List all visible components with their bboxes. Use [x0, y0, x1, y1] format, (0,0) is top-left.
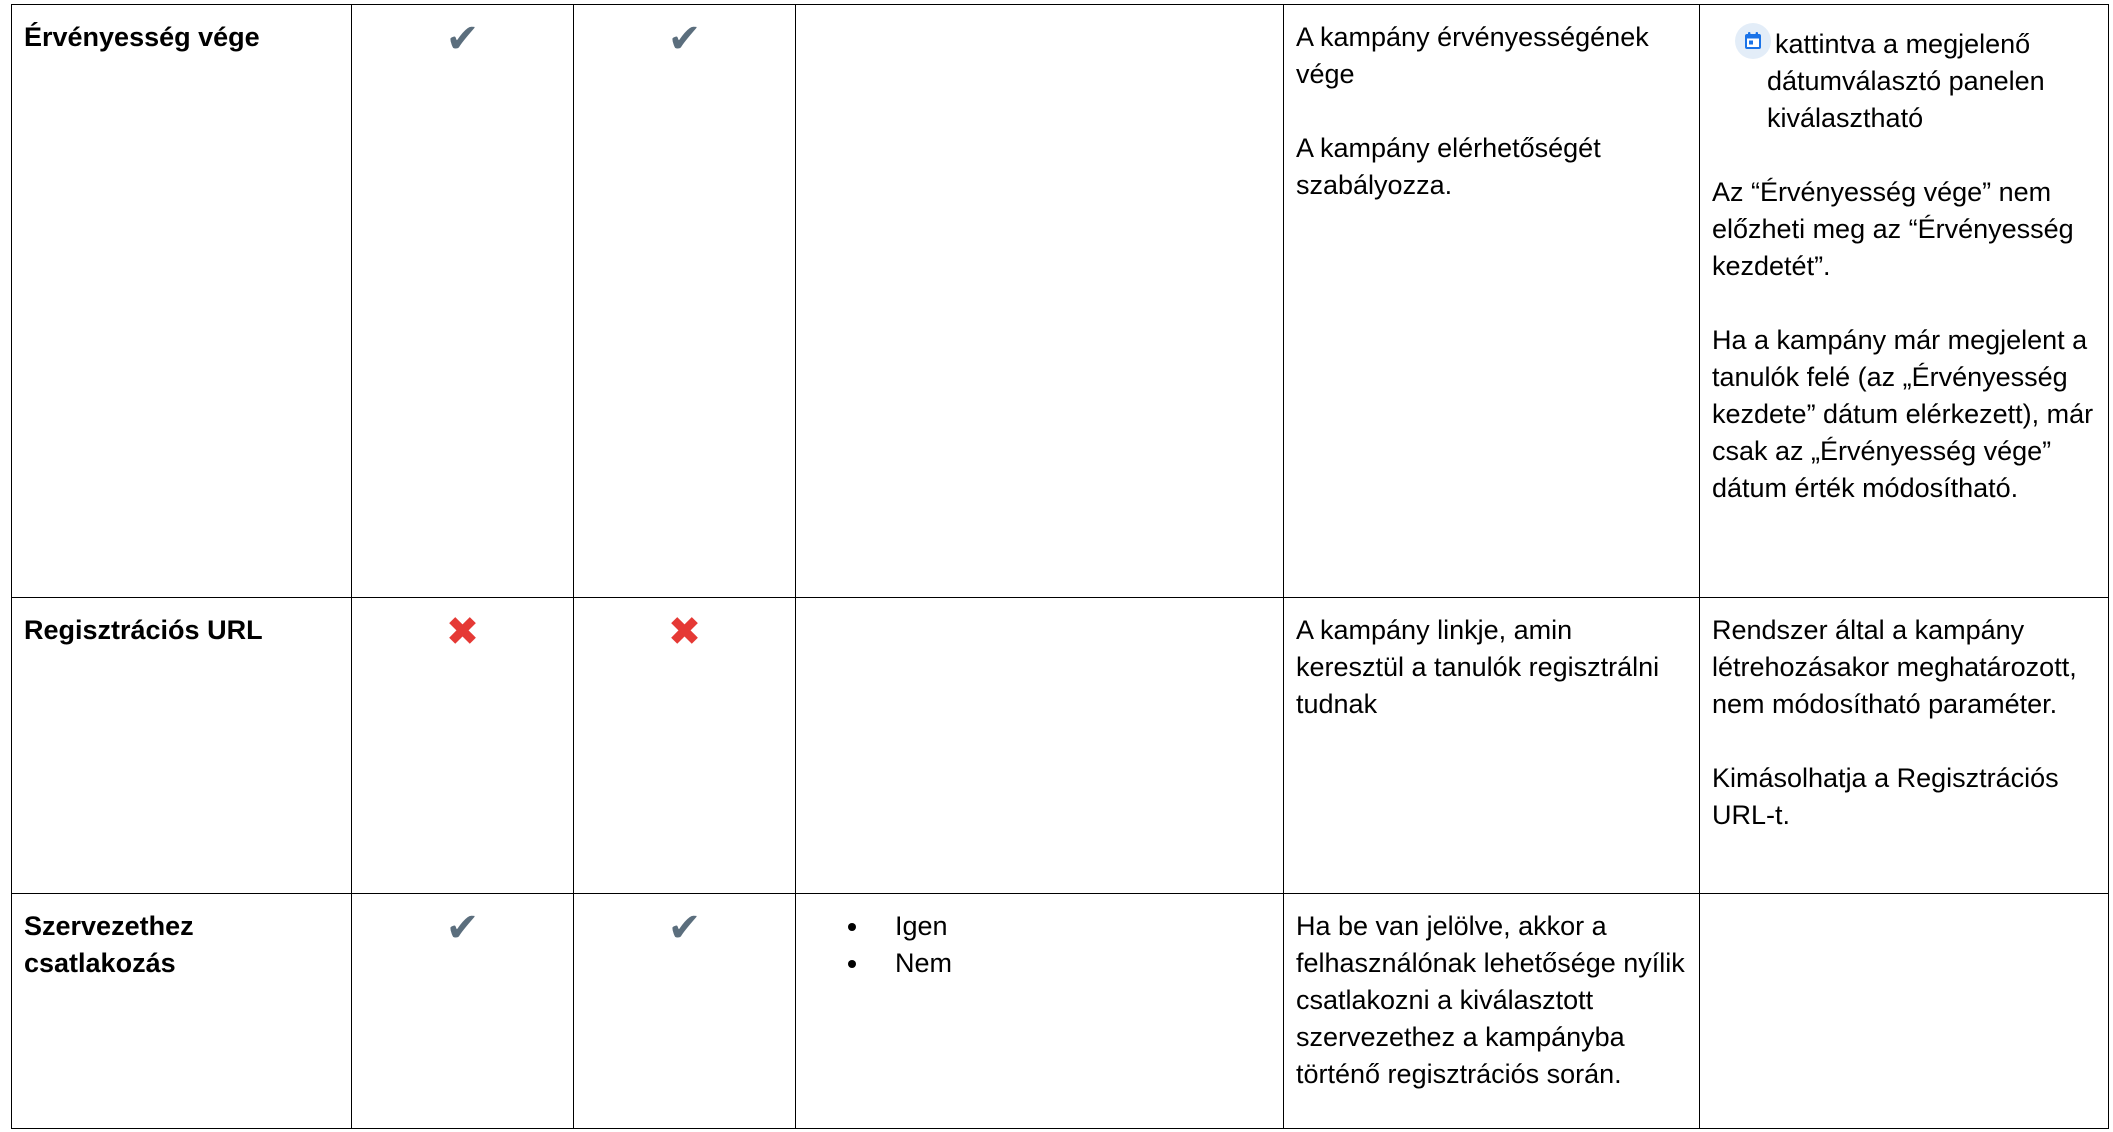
- description-cell: [1284, 598, 1700, 894]
- options-cell: [796, 894, 1284, 1129]
- description-text: A kampány érvényességének vége: [1296, 22, 1649, 89]
- field-name-cell: [12, 5, 352, 598]
- description-text: A kampány elérhetőségét szabályozza.: [1296, 133, 1601, 200]
- table-row: [12, 598, 2109, 894]
- list-item: Igen: [840, 908, 1271, 945]
- mark-cell: [352, 598, 574, 894]
- field-name: Szervezethez csatlakozás: [24, 911, 194, 978]
- notes-text: Az “Érvényesség vége” nem előzheti meg az “Érvényesség kezdetét”.: [1712, 177, 2074, 281]
- field-name-cell: [12, 598, 352, 894]
- options-cell: [796, 5, 1284, 598]
- calendar-note: [1712, 19, 2096, 137]
- field-name: Regisztrációs URL: [24, 615, 263, 645]
- description-text: A kampány linkje, amin keresztül a tanulók regisztrálni tudnak: [1296, 615, 1660, 719]
- notes-cell: [1700, 5, 2109, 598]
- check-icon: ✔: [667, 906, 702, 950]
- list-item: Nem: [840, 945, 1271, 982]
- calendar-note-text: kattintva a megjelenő dátumválasztó panelen kiválasztható: [1767, 29, 2045, 133]
- cross-icon: ✖: [445, 610, 480, 654]
- notes-cell: [1700, 598, 2109, 894]
- notes-text: Ha a kampány már megjelent a tanulók felé (az „Érvényesség kezdete” dátum elérkezett), már csak az „Érvényesség vége” dátum érték módosítható.: [1712, 325, 2094, 503]
- cross-icon: ✖: [667, 610, 702, 654]
- options-cell: [796, 598, 1284, 894]
- table-row: [12, 5, 2109, 598]
- field-name: Érvényesség vége: [24, 22, 260, 52]
- mark-cell: [574, 894, 796, 1129]
- description-cell: [1284, 894, 1700, 1129]
- check-icon: ✔: [667, 17, 702, 61]
- mark-cell: [352, 5, 574, 598]
- notes-text: Kimásolhatja a Regisztrációs URL-t.: [1712, 763, 2059, 830]
- options-list: [808, 908, 1271, 982]
- description-text: Ha be van jelölve, akkor a felhasználónak lehetősége nyílik csatlakozni a kiválasztott szervezethez a kampányba történő regisztrációs során.: [1296, 911, 1685, 1089]
- check-icon: ✔: [445, 906, 480, 950]
- notes-text: Rendszer által a kampány létrehozásakor meghatározott, nem módosítható paraméter.: [1712, 615, 2077, 719]
- description-cell: [1284, 5, 1700, 598]
- calendar-icon: [1735, 23, 1771, 59]
- mark-cell: [574, 598, 796, 894]
- mark-cell: [574, 5, 796, 598]
- mark-cell: [352, 894, 574, 1129]
- check-icon: ✔: [445, 17, 480, 61]
- notes-cell: [1700, 894, 2109, 1129]
- field-spec-table: [11, 4, 2109, 1129]
- field-name-cell: [12, 894, 352, 1129]
- table-row: [12, 894, 2109, 1129]
